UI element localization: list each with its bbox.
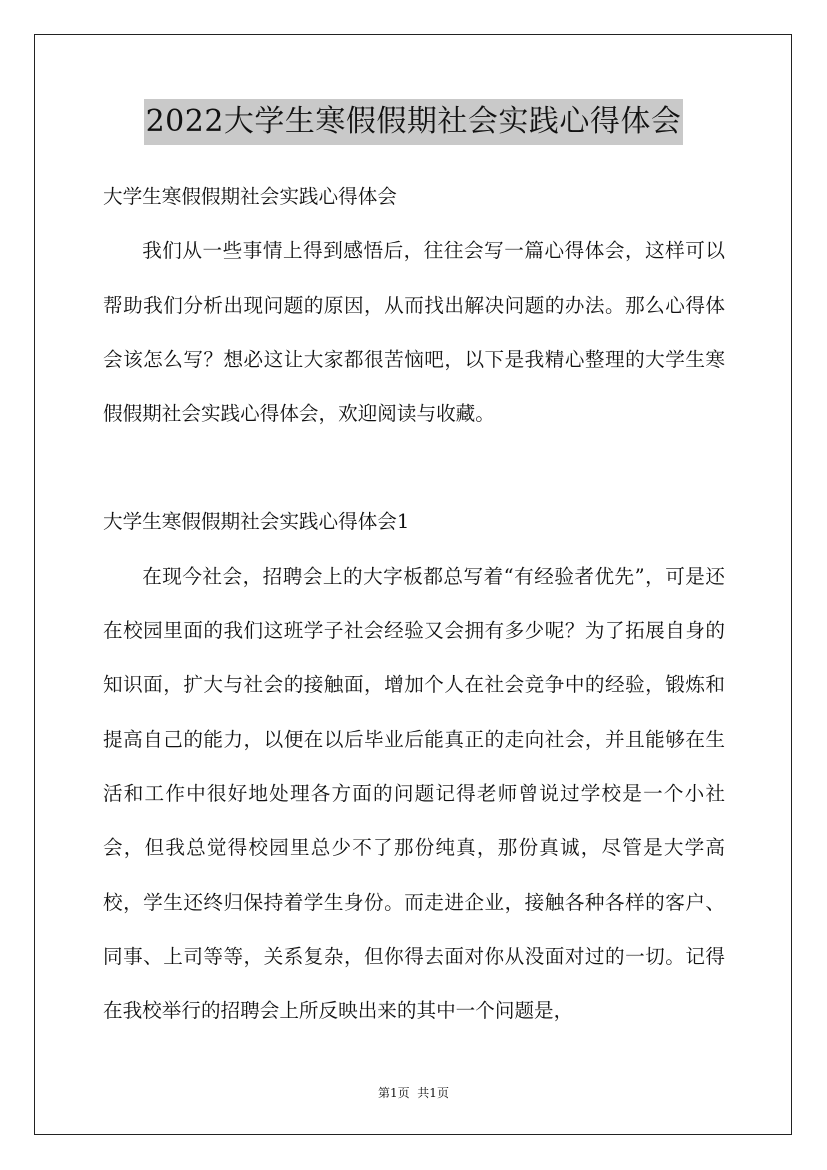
document-body — [103, 170, 725, 1038]
title-container — [0, 99, 827, 145]
intro-heading: 大学生寒假假期社会实践心得体会 — [103, 185, 397, 208]
page-number-footer: 第1页 共1页 — [378, 1086, 449, 1100]
section-1-heading: 大学生寒假假期社会实践心得体会1 — [103, 510, 410, 534]
intro-paragraph: 我们从一些事情上得到感悟后，往往会写一篇心得体会，这样可以帮助我们分析出现问题的原因，从而找出解决问题的办法。那么心得体会该怎么写？想必这让大家都很苦恼吧，以下是我精心整理的大学生寒假假期社会实践心得体会，欢迎阅读与收藏。 — [103, 239, 725, 426]
section-1-paragraph: 在现今社会，招聘会上的大字板都总写着“有经验者优先”，可是还在校园里面的我们这班学子社会经验又会拥有多少呢？为了拓展自身的知识面，扩大与社会的接触面，增加个人在社会竞争中的经验，锻炼和提高自己的能力，以便在以后毕业后能真正的走向社会，并且能够在生活和工作中很好地处理各方面的问题记得老师曾说过学校是一个小社会，但我总觉得校园里总少不了那份纯真，那份真诚，尽管是大学高校，学生还终归保持着学生身份。而走进企业，接触各种各样的客户、同事、上司等等，关系复杂，但你得去面对你从没面对过的一切。记得在我校举行的招聘会上所反映出来的其中一个问题是， — [103, 564, 725, 1023]
section-spacer — [103, 441, 725, 495]
document-title: 2022大学生寒假假期社会实践心得体会 — [144, 99, 684, 145]
